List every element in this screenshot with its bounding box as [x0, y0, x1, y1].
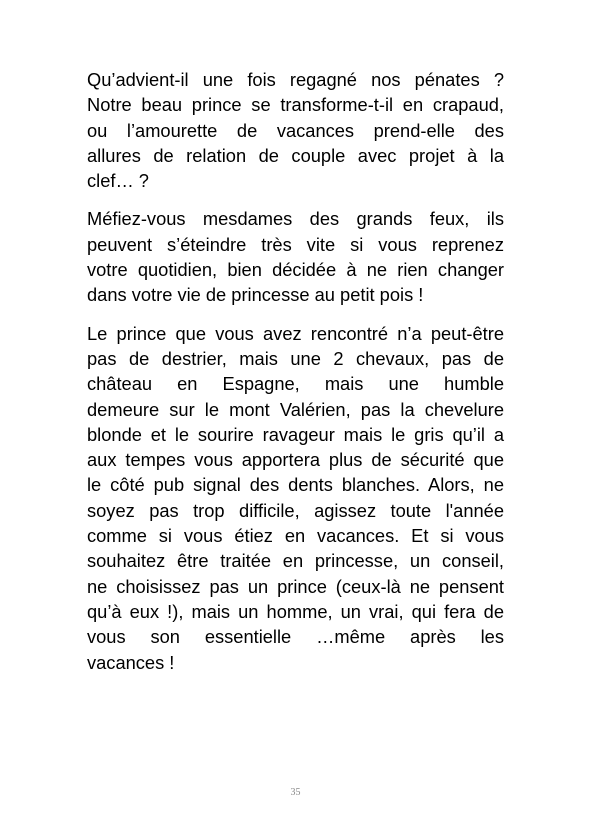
text-line: Le prince que vous avez rencontré n’a peut-être: [87, 322, 504, 344]
page-number: 35: [290, 787, 301, 798]
text-line: demeure sur le mont Valérien, pas la chevelure: [87, 398, 504, 420]
text-line: le côté pub signal des dents blanches. Alors, ne: [87, 474, 504, 496]
paragraph-3: [87, 321, 504, 675]
text-line: Méfiez-vous mesdames des grands feux, ils: [87, 208, 504, 230]
text-line: Qu’advient-il une fois regagné nos pénates ?: [87, 69, 504, 90]
text-line: vacances !: [87, 651, 175, 673]
text-line: blonde et le sourire ravageur mais le gris qu’il a: [87, 423, 504, 445]
body-text: [87, 67, 504, 688]
text-line: ou l’amourette de vacances prend-elle des: [87, 119, 504, 141]
text-line: souhaitez être traitée en princesse, un conseil,: [87, 550, 504, 572]
text-line: peuvent s’éteindre très vite si vous reprenez: [87, 233, 504, 255]
paragraph-2: [87, 206, 504, 307]
text-line: château en Espagne, mais une humble: [87, 373, 504, 395]
text-line: clef… ?: [87, 170, 149, 192]
text-line: dans votre vie de princesse au petit pois !: [87, 284, 424, 306]
text-line: vous son essentielle …même après les: [87, 626, 504, 648]
text-line: pas de destrier, mais une 2 chevaux, pas de: [87, 347, 504, 369]
text-line: allures de relation de couple avec projet à la: [87, 144, 504, 166]
paragraph-1: [87, 67, 504, 193]
text-line: Notre beau prince se transforme-t-il en crapaud,: [87, 94, 504, 116]
text-line: qu’à eux !), mais un homme, un vrai, qui fera de: [87, 600, 504, 622]
text-line: ne choisissez pas un prince (ceux-là ne pensent: [87, 575, 504, 597]
text-line: aux tempes vous apportera plus de sécurité que: [87, 449, 504, 471]
text-line: votre quotidien, bien décidée à ne rien changer: [87, 259, 504, 281]
text-line: comme si vous étiez en vacances. Et si vous: [87, 525, 504, 547]
text-line: soyez pas trop difficile, agissez toute l'année: [87, 499, 504, 521]
